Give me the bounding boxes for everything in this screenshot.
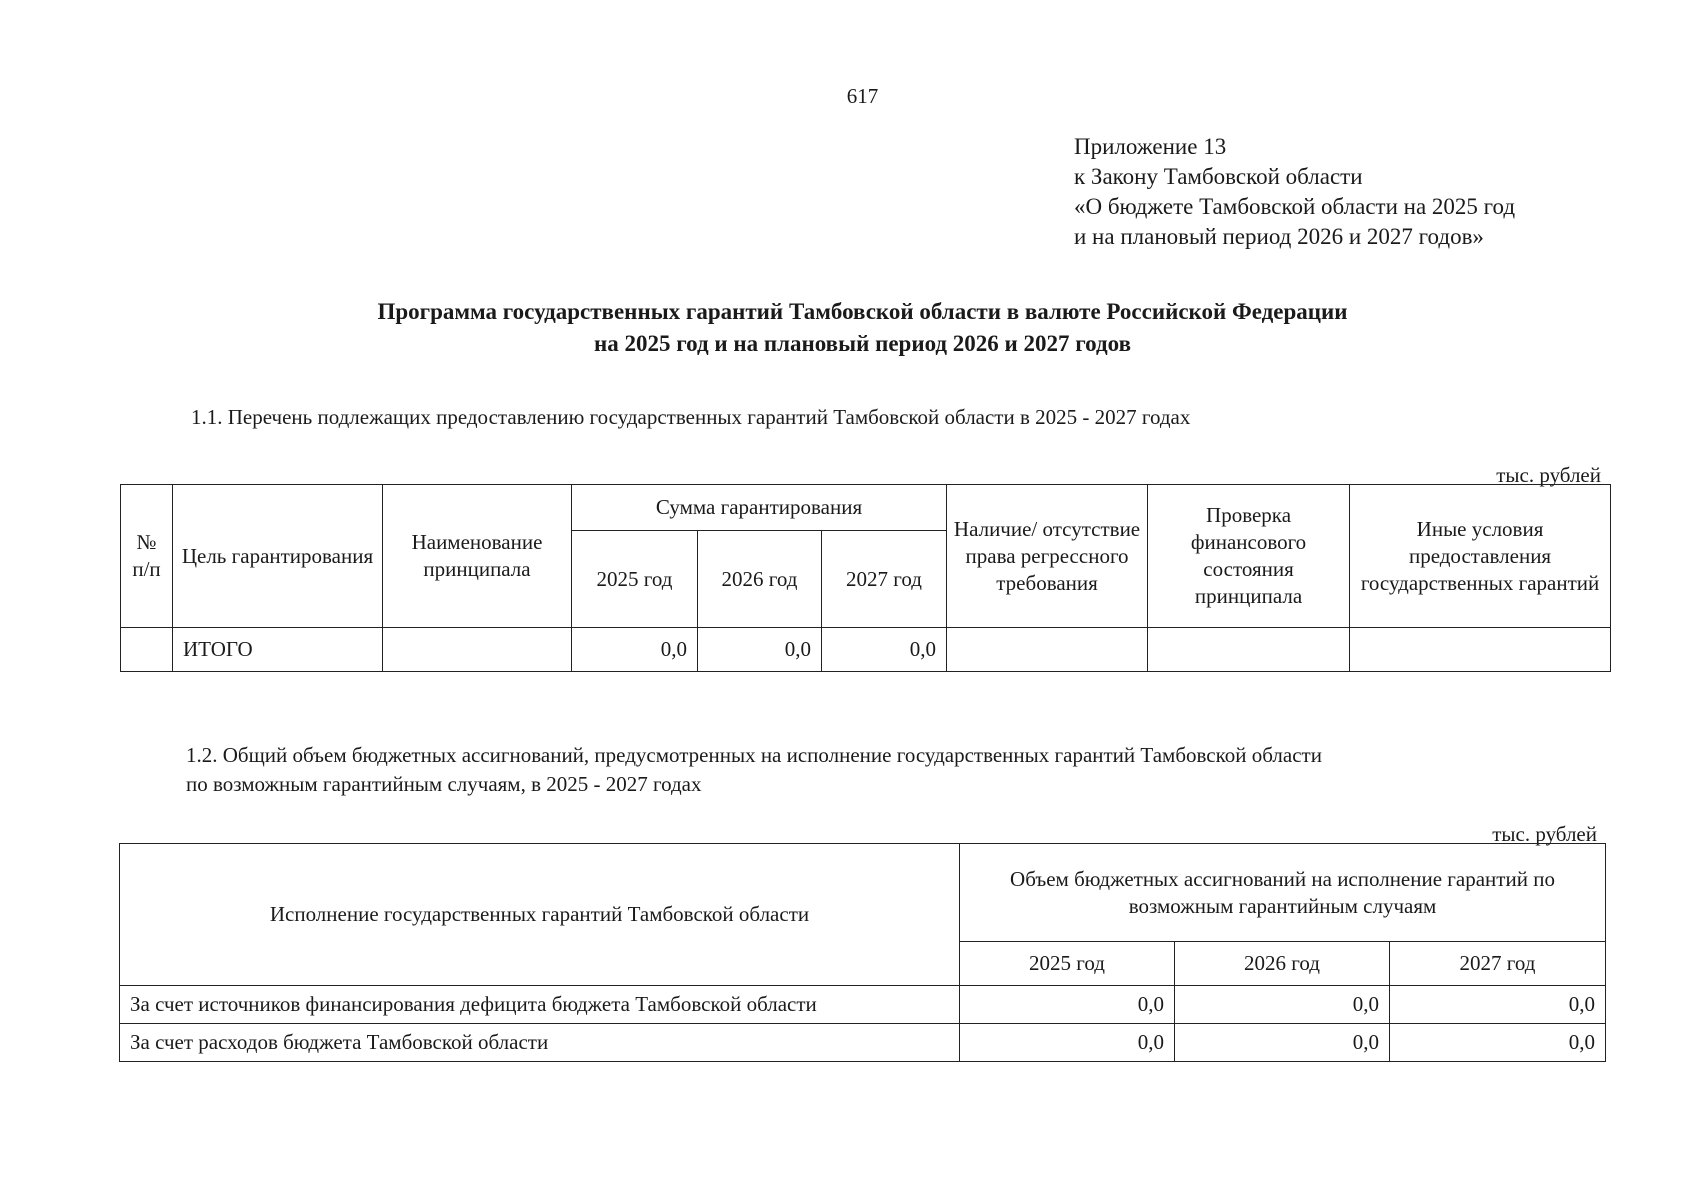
header-goal: Цель гарантирования [173,485,383,628]
cell-2025: 0,0 [572,628,698,672]
appendix-line: «О бюджете Тамбовской области на 2025 год [1074,194,1516,219]
header-year-2027: 2027 год [1390,942,1606,986]
header-other: Иные условия предоставления государственных гарантий [1350,485,1611,628]
header-check: Проверка финансового состояния принципала [1148,485,1350,628]
cell-2027: 0,0 [822,628,947,672]
header-year-2025: 2025 год [960,942,1175,986]
section1-heading: 1.1. Перечень подлежащих предоставлению государственных гарантий Тамбовской области в 2025 - 2027 годах [191,405,1191,429]
header-principal: Наименование принципала [383,485,572,628]
section2-heading-line: по возможным гарантийным случаям, в 2025 - 2027 годах [186,772,702,796]
title-line: Программа государственных гарантий Тамбовской области в валюте Российской Федерации [377,299,1348,324]
cell-2025: 0,0 [960,986,1175,1024]
header-sum: Сумма гарантирования [572,485,947,531]
header-year-2026: 2026 год [1175,942,1390,986]
appendix-line: к Закону Тамбовской области [1074,164,1363,189]
cell-num [121,628,173,672]
header-regress: Наличие/ отсутствие права регрессного требования [947,485,1148,628]
header-num: № п/п [121,485,173,628]
cell-check [1148,628,1350,672]
section2-heading-line: 1.2. Общий объем бюджетных ассигнований, предусмотренных на исполнение государственных гарантий Тамбовской области [186,743,1322,767]
guarantees-table [120,484,1611,672]
section1-units: тыс. рублей [1496,463,1601,487]
cell-other [1350,628,1611,672]
appropriations-table [119,843,1606,1062]
appendix-line: Приложение 13 [1074,134,1227,159]
header-volume: Объем бюджетных ассигнований на исполнение гарантий по возможным гарантийным случаям [960,844,1606,942]
header-year-2027: 2027 год [822,531,947,628]
header-year-2026: 2026 год [698,531,822,628]
table-row-total [121,628,1611,672]
title-line: на 2025 год и на плановый период 2026 и 2027 годов [594,331,1131,356]
page-number: 617 [846,84,879,108]
section2-units: тыс. рублей [1492,822,1597,846]
table-row [120,1024,1606,1062]
row-label: За счет источников финансирования дефицита бюджета Тамбовской области [120,986,960,1024]
header-execution: Исполнение государственных гарантий Тамбовской области [120,844,960,986]
cell-2025: 0,0 [960,1024,1175,1062]
cell-2027: 0,0 [1390,1024,1606,1062]
appendix-line: и на плановый период 2026 и 2027 годов» [1074,224,1484,249]
cell-2026: 0,0 [1175,986,1390,1024]
cell-regress [947,628,1148,672]
cell-principal [383,628,572,672]
table-row [120,986,1606,1024]
cell-2026: 0,0 [698,628,822,672]
section2-heading [186,741,1322,799]
row-label: За счет расходов бюджета Тамбовской области [120,1024,960,1062]
appendix-block [1074,132,1515,252]
document-title [0,296,1697,360]
header-year-2025: 2025 год [572,531,698,628]
cell-goal: ИТОГО [173,628,383,672]
cell-2026: 0,0 [1175,1024,1390,1062]
cell-2027: 0,0 [1390,986,1606,1024]
